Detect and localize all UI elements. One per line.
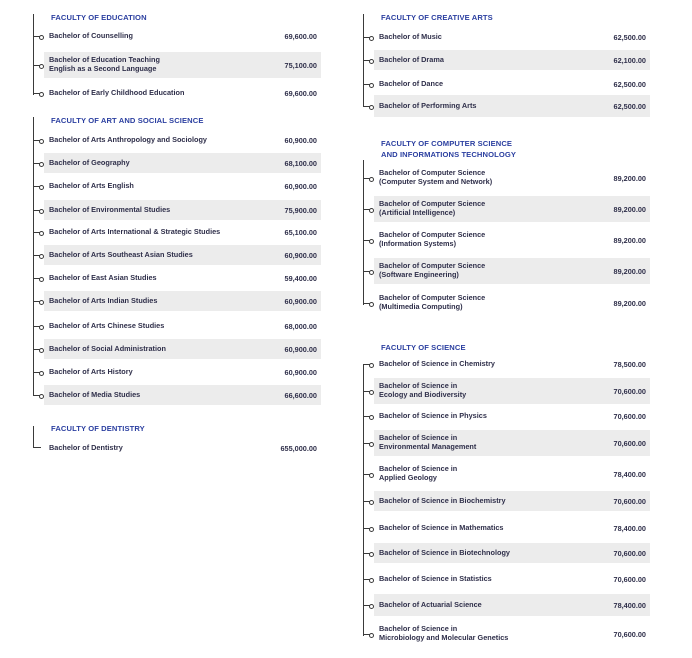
- program-row: [44, 268, 321, 288]
- tree-connector-icon: [363, 178, 372, 179]
- program-row: [44, 245, 321, 265]
- program-name: Bachelor of Science in Microbiology and Molecular Genetics: [379, 624, 509, 642]
- tree-connector-icon: [33, 232, 42, 233]
- program-row: [374, 491, 650, 511]
- program-fee: 60,900.00: [284, 344, 317, 354]
- program-fee: 70,600.00: [613, 629, 646, 639]
- program-fee: 69,600.00: [284, 88, 317, 98]
- program-fee: 65,100.00: [284, 227, 317, 237]
- program-row: [44, 362, 321, 382]
- program-fee: 70,600.00: [613, 496, 646, 506]
- tree-connector-icon: [363, 553, 372, 554]
- program-name: Bachelor of Computer Science (Multimedia Computing): [379, 293, 486, 311]
- program-row: [44, 176, 321, 196]
- program-fee: 89,200.00: [613, 298, 646, 308]
- program-row: [374, 27, 650, 47]
- program-fee: 66,600.00: [284, 390, 317, 400]
- program-name: Bachelor of Computer Science (Software Engineering): [379, 261, 486, 279]
- program-row: [44, 200, 321, 220]
- tree-connector-icon: [363, 364, 372, 365]
- tree-connector-icon: [363, 106, 372, 107]
- program-fee: 60,900.00: [284, 181, 317, 191]
- program-row: [374, 227, 650, 253]
- tree-connector-icon: [33, 140, 42, 141]
- program-row: [374, 620, 650, 648]
- tree-connector-icon: [33, 163, 42, 164]
- program-row: [374, 378, 650, 404]
- program-fee: 62,500.00: [613, 79, 646, 89]
- program-name: Bachelor of Computer Science (Artificial Intelligence): [379, 199, 486, 217]
- program-row: [44, 153, 321, 173]
- faculty-heading-science: FACULTY OF SCIENCE: [381, 343, 466, 352]
- program-name: Bachelor of Science in Statistics: [379, 573, 492, 583]
- tree-connector-icon: [33, 372, 42, 373]
- program-row: [374, 461, 650, 487]
- tree-line-science: [363, 364, 364, 636]
- tree-connector-icon: [363, 391, 372, 392]
- tree-connector-icon: [363, 303, 372, 304]
- program-fee: 62,500.00: [613, 101, 646, 111]
- program-name: Bachelor of Science in Applied Geology: [379, 464, 458, 482]
- program-row: [374, 74, 650, 94]
- tree-connector-icon: [363, 37, 372, 38]
- program-row: [374, 95, 650, 117]
- program-name: Bachelor of Music: [379, 31, 442, 41]
- program-fee: 69,600.00: [284, 31, 317, 41]
- program-name: Bachelor of Media Studies: [49, 389, 141, 399]
- program-fee: 89,200.00: [613, 204, 646, 214]
- tree-connector-icon: [363, 634, 372, 635]
- program-name: Bachelor of Science in Chemistry: [379, 358, 495, 368]
- program-row: [44, 437, 321, 459]
- program-fee: 62,500.00: [613, 32, 646, 42]
- tree-connector-icon: [33, 255, 42, 256]
- tree-connector-icon: [33, 186, 42, 187]
- faculty-heading-dentistry: FACULTY OF DENTISTRY: [51, 424, 145, 433]
- program-name: Bachelor of East Asian Studies: [49, 272, 157, 282]
- program-name: Bachelor of Dance: [379, 78, 444, 88]
- tree-connector-icon: [33, 210, 42, 211]
- program-fee: 89,200.00: [613, 173, 646, 183]
- program-name: Bachelor of Dentistry: [49, 442, 123, 452]
- program-name: Bachelor of Education Teaching English as a Second Language: [49, 55, 160, 73]
- tree-connector-icon: [33, 36, 42, 37]
- program-fee: 62,100.00: [613, 55, 646, 65]
- program-fee: 75,100.00: [284, 60, 317, 70]
- program-row: [44, 84, 321, 102]
- program-name: Bachelor of Computer Science (Information Systems): [379, 230, 486, 248]
- tree-connector-icon: [33, 278, 42, 279]
- faculty-heading-education: FACULTY OF EDUCATION: [51, 13, 147, 22]
- tree-connector-icon: [33, 349, 42, 350]
- program-row: [44, 52, 321, 78]
- program-fee: 70,600.00: [613, 386, 646, 396]
- program-fee: 68,100.00: [284, 158, 317, 168]
- program-fee: 89,200.00: [613, 235, 646, 245]
- program-name: Bachelor of Arts History: [49, 366, 133, 376]
- tree-connector-icon: [363, 501, 372, 502]
- program-fee: 60,900.00: [284, 296, 317, 306]
- program-name: Bachelor of Drama: [379, 54, 444, 64]
- program-row: [374, 518, 650, 538]
- tree-connector-icon: [33, 65, 42, 66]
- program-fee: 60,900.00: [284, 367, 317, 377]
- tree-connector-icon: [33, 326, 42, 327]
- program-name: Bachelor of Arts International & Strategic Studies: [49, 226, 221, 236]
- tree-connector-icon: [363, 271, 372, 272]
- program-name: Bachelor of Early Childhood Education: [49, 87, 185, 97]
- program-fee: 78,400.00: [613, 523, 646, 533]
- faculty-heading-computer-line1: FACULTY OF COMPUTER SCIENCE: [381, 139, 513, 148]
- program-fee: 70,600.00: [613, 574, 646, 584]
- program-fee: 70,600.00: [613, 548, 646, 558]
- program-name: Bachelor of Actuarial Science: [379, 599, 482, 609]
- program-row: [374, 290, 650, 316]
- program-name: Bachelor of Performing Arts: [379, 100, 477, 110]
- tree-connector-icon: [363, 416, 372, 417]
- program-row: [374, 196, 650, 222]
- program-name: Bachelor of Science in Biotechnology: [379, 547, 510, 557]
- tree-hook-dentistry: [33, 426, 41, 448]
- tree-connector-icon: [363, 605, 372, 606]
- program-name: Bachelor of Science in Ecology and Biodiversity: [379, 381, 467, 399]
- program-name: Bachelor of Counselling: [49, 30, 133, 40]
- program-fee: 70,600.00: [613, 411, 646, 421]
- faculty-heading-computer-line2: AND INFORMATIONS TECHNOLOGY: [381, 150, 517, 159]
- tree-connector-icon: [33, 395, 42, 396]
- program-fee: 78,400.00: [613, 600, 646, 610]
- program-row: [374, 543, 650, 563]
- program-row: [374, 354, 650, 374]
- tree-connector-icon: [363, 209, 372, 210]
- program-fee: 78,400.00: [613, 469, 646, 479]
- program-fee: 59,400.00: [284, 273, 317, 283]
- tree-line-computer: [363, 160, 364, 305]
- program-fee: 70,600.00: [613, 438, 646, 448]
- program-fee: 68,000.00: [284, 321, 317, 331]
- program-name: Bachelor of Science in Physics: [379, 410, 487, 420]
- faculty-heading-art-social: FACULTY OF ART AND SOCIAL SCIENCE: [51, 116, 204, 125]
- tree-connector-icon: [33, 301, 42, 302]
- program-row: [374, 406, 650, 426]
- program-row: [374, 258, 650, 284]
- program-fee: 60,900.00: [284, 250, 317, 260]
- tree-connector-icon: [363, 84, 372, 85]
- program-name: Bachelor of Environmental Studies: [49, 204, 171, 214]
- tree-connector-icon: [363, 443, 372, 444]
- program-name: Bachelor of Science in Environmental Management: [379, 433, 477, 451]
- program-row: [374, 430, 650, 456]
- tree-connector-icon: [363, 579, 372, 580]
- program-name: Bachelor of Arts English: [49, 180, 134, 190]
- program-row: [44, 385, 321, 405]
- program-name: Bachelor of Arts Anthropology and Sociology: [49, 134, 207, 144]
- program-fee: 89,200.00: [613, 266, 646, 276]
- faculty-heading-creative-arts: FACULTY OF CREATIVE ARTS: [381, 13, 493, 22]
- program-name: Bachelor of Science in Biochemistry: [379, 495, 506, 505]
- tree-connector-icon: [363, 528, 372, 529]
- program-name: Bachelor of Geography: [49, 157, 130, 167]
- tree-line-education: [33, 14, 34, 95]
- program-fee: 78,500.00: [613, 359, 646, 369]
- program-row: [44, 130, 321, 150]
- program-fee: 655,000.00: [280, 443, 317, 453]
- program-row: [374, 50, 650, 70]
- tree-connector-icon: [363, 240, 372, 241]
- program-fee: 75,900.00: [284, 205, 317, 215]
- program-name: Bachelor of Arts Southeast Asian Studies: [49, 249, 193, 259]
- program-name: Bachelor of Science in Mathematics: [379, 522, 504, 532]
- tree-connector-icon: [33, 93, 42, 94]
- tree-connector-icon: [363, 60, 372, 61]
- program-name: Bachelor of Arts Chinese Studies: [49, 320, 165, 330]
- program-fee: 60,900.00: [284, 135, 317, 145]
- program-row: [44, 339, 321, 359]
- program-row: [44, 316, 321, 336]
- program-row: [44, 291, 321, 311]
- program-row: [374, 569, 650, 589]
- tree-connector-icon: [363, 474, 372, 475]
- program-name: Bachelor of Social Administration: [49, 343, 166, 353]
- program-row: [44, 222, 321, 242]
- program-name: Bachelor of Arts Indian Studies: [49, 295, 158, 305]
- program-row: [374, 594, 650, 616]
- program-row: [374, 165, 650, 191]
- program-row: [44, 27, 321, 45]
- program-name: Bachelor of Computer Science (Computer System and Network): [379, 168, 493, 186]
